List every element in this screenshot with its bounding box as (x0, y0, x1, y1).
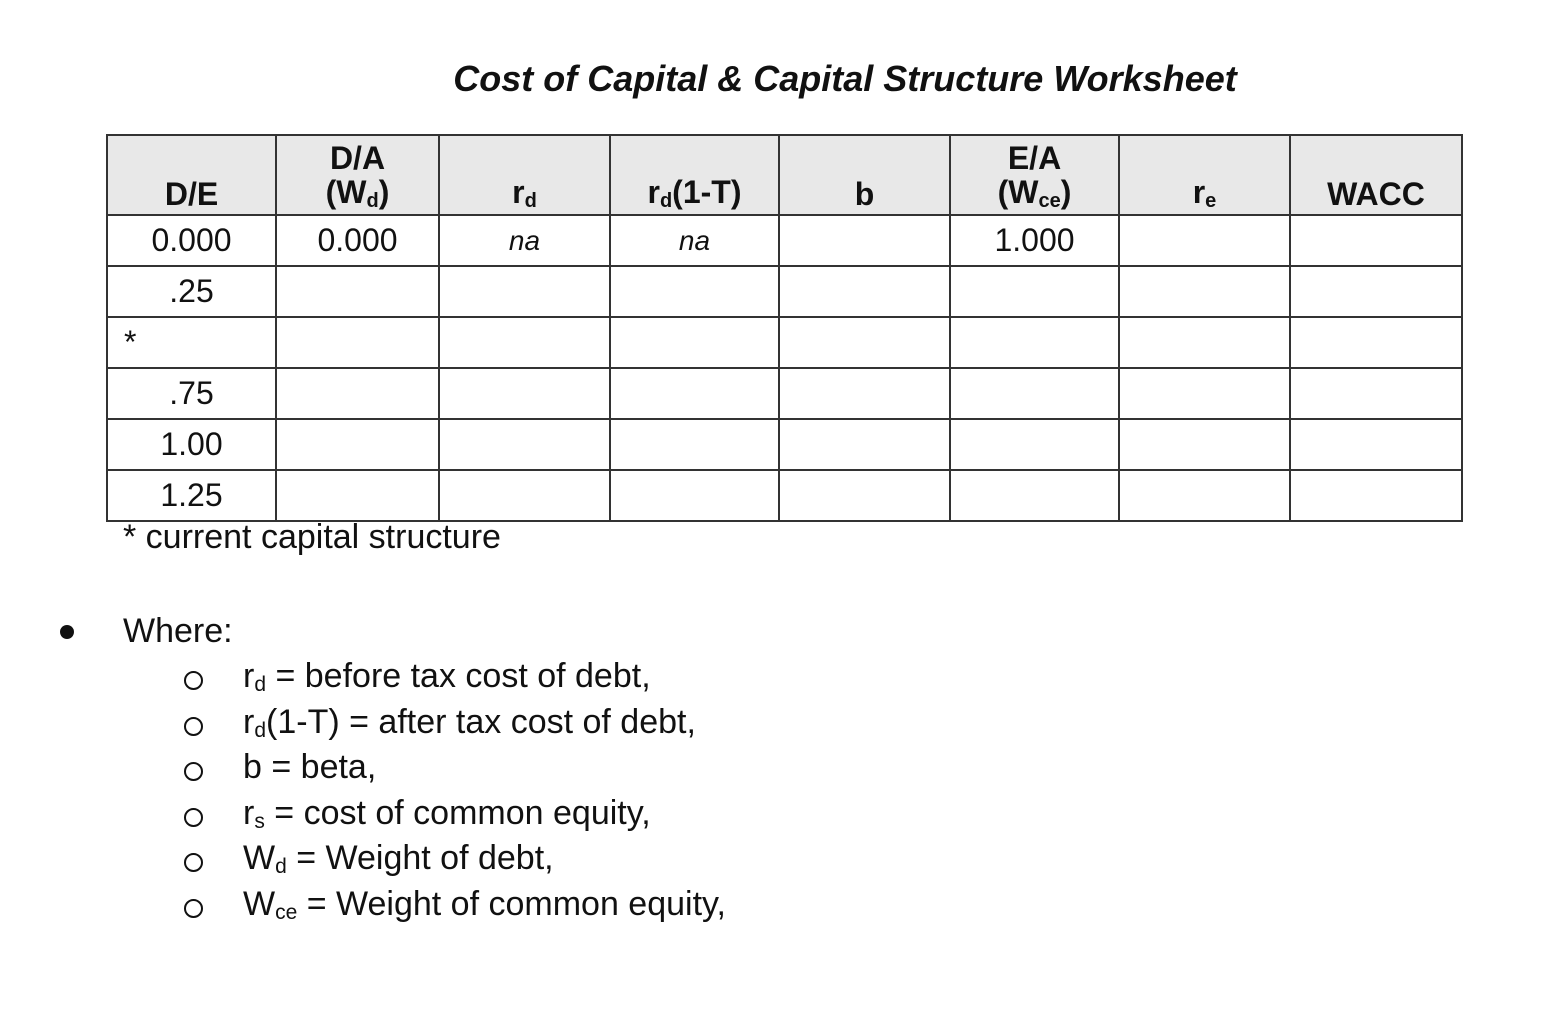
cell-wacc[interactable] (1290, 470, 1462, 521)
cell-da[interactable] (276, 368, 439, 419)
table-row (107, 266, 1462, 317)
cell-ea[interactable]: 1.000 (950, 215, 1119, 266)
cell-de[interactable]: .75 (107, 368, 276, 419)
header-re: $r_e$ (1119, 135, 1290, 215)
cell-rd[interactable] (439, 317, 610, 368)
table-row (107, 470, 1462, 521)
worksheet-title: Cost of Capital & Capital Structure Worksheet (453, 58, 1237, 99)
header-ea: E/A $(W_{ce})$ (950, 135, 1119, 215)
circle-bullet-icon (184, 671, 203, 690)
cell-rd[interactable] (439, 419, 610, 470)
worksheet-table (106, 134, 1463, 522)
cell-ea[interactable] (950, 368, 1119, 419)
cell-ea[interactable] (950, 419, 1119, 470)
cell-b[interactable] (779, 419, 950, 470)
table-row (107, 368, 1462, 419)
cell-ea[interactable] (950, 266, 1119, 317)
header-b: b (779, 135, 950, 215)
cell-rd[interactable] (439, 470, 610, 521)
circle-bullet-icon (184, 717, 203, 736)
cell-de[interactable]: * (107, 317, 276, 368)
cell-rd-1-t[interactable]: na (610, 215, 779, 266)
cell-wacc[interactable] (1290, 215, 1462, 266)
circle-bullet-icon (184, 899, 203, 918)
cell-b[interactable] (779, 470, 950, 521)
cell-da[interactable] (276, 317, 439, 368)
cell-rd-1-t[interactable] (610, 368, 779, 419)
cell-b[interactable] (779, 317, 950, 368)
cell-rd[interactable] (439, 266, 610, 317)
cell-b[interactable] (779, 215, 950, 266)
cell-de[interactable]: .25 (107, 266, 276, 317)
cell-b[interactable] (779, 266, 950, 317)
circle-bullet-icon (184, 853, 203, 872)
cell-rd-1-t[interactable] (610, 266, 779, 317)
cell-b[interactable] (779, 368, 950, 419)
cell-re[interactable] (1119, 368, 1290, 419)
cell-wacc[interactable] (1290, 266, 1462, 317)
footnote: * current capital structure (123, 518, 501, 556)
cell-de[interactable]: 1.00 (107, 419, 276, 470)
cell-da[interactable] (276, 470, 439, 521)
cell-re[interactable] (1119, 317, 1290, 368)
cell-da[interactable] (276, 266, 439, 317)
cell-de[interactable]: 0.000 (107, 215, 276, 266)
cell-wacc[interactable] (1290, 419, 1462, 470)
cell-re[interactable] (1119, 470, 1290, 521)
header-wacc: WACC (1290, 135, 1462, 215)
cell-da[interactable]: 0.000 (276, 215, 439, 266)
cell-re[interactable] (1119, 266, 1290, 317)
cell-rd[interactable]: na (439, 215, 610, 266)
header-rd: $r_d$ (439, 135, 610, 215)
cell-de[interactable]: 1.25 (107, 470, 276, 521)
cell-ea[interactable] (950, 317, 1119, 368)
circle-bullet-icon (184, 762, 203, 781)
cell-ea[interactable] (950, 470, 1119, 521)
table-row (107, 215, 1462, 266)
cell-rd-1-t[interactable] (610, 419, 779, 470)
table-row (107, 317, 1462, 368)
where-label: Where: (123, 612, 233, 650)
table-row (107, 419, 1462, 470)
cell-re[interactable] (1119, 419, 1290, 470)
cell-rd-1-t[interactable] (610, 317, 779, 368)
bullet-icon (60, 625, 74, 639)
header-row (107, 135, 1462, 215)
cell-wacc[interactable] (1290, 368, 1462, 419)
cell-re[interactable] (1119, 215, 1290, 266)
header-de: D/E (107, 135, 276, 215)
cell-rd-1-t[interactable] (610, 470, 779, 521)
header-da: D/A $(W_d)$ (276, 135, 439, 215)
circle-bullet-icon (184, 808, 203, 827)
cell-rd[interactable] (439, 368, 610, 419)
cell-da[interactable] (276, 419, 439, 470)
cell-wacc[interactable] (1290, 317, 1462, 368)
header-rd-1-t: $r_d(1-T)$ (610, 135, 779, 215)
